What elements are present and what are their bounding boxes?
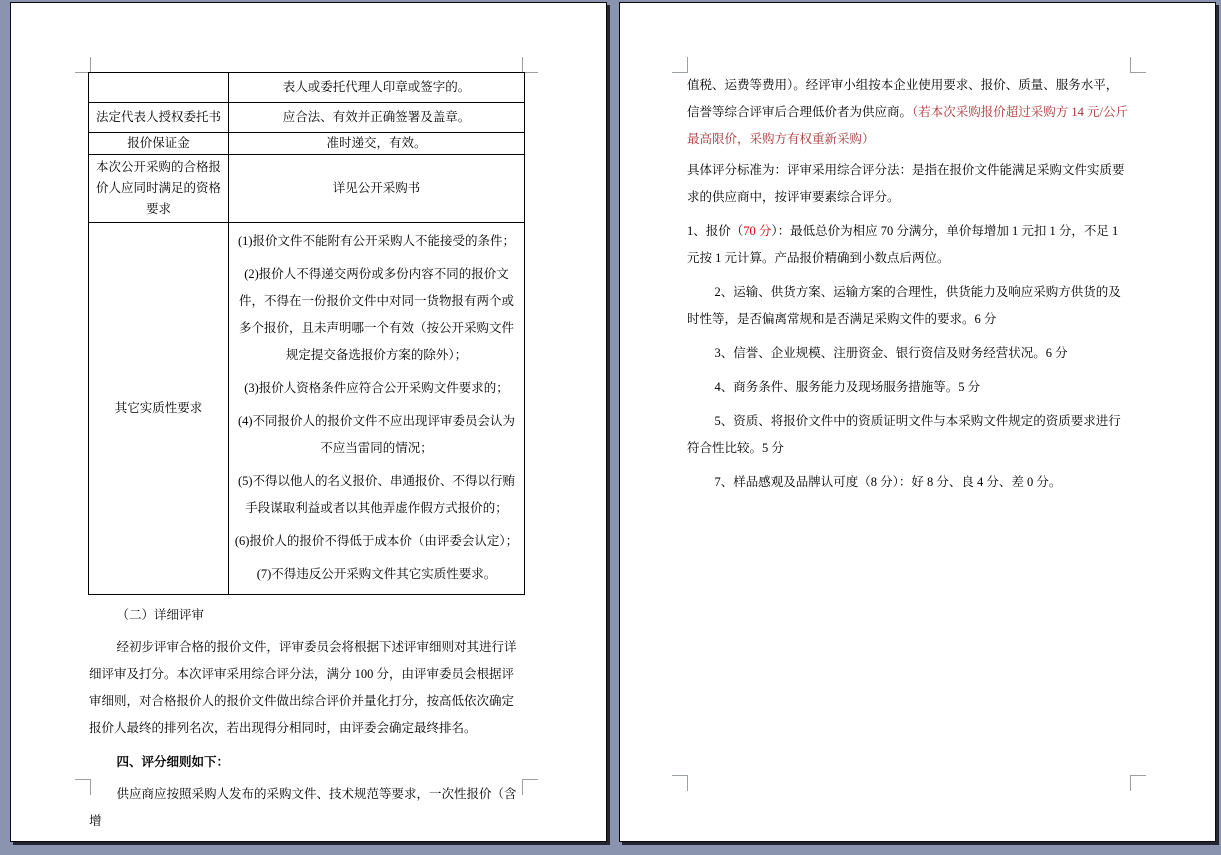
table-cell-value: 准时递交，有效。 [229, 133, 525, 155]
table-cell-value: 表人或委托代理人印章或签字的。 [229, 73, 525, 103]
margin-mark-icon [522, 779, 538, 795]
table-row [89, 133, 525, 155]
paragraph-supplier-quote: 供应商应按照采购人发布的采购文件、技术规范等要求，一次性报价（含增 [89, 787, 517, 828]
table-row [89, 155, 525, 223]
table-cell-label: 报价保证金 [89, 133, 229, 155]
section-heading-scoring-rules: 四、评分细则如下： [116, 755, 230, 769]
page-left[interactable] [10, 2, 607, 842]
requirement-item: (2)报价人不得递交两份或多份内容不同的报价文件，不得在一份报价文件中对同一货物报有两个或多个报价，且未声明哪一个有效（按公开采购文件规定提交备选报价方案的除外）； [238, 267, 514, 362]
margin-mark-icon [1130, 775, 1146, 791]
margin-mark-icon [1130, 57, 1146, 73]
page-right-content [687, 72, 1130, 500]
table-cell-value: 应合法、有效并正确签署及盖章。 [229, 103, 525, 133]
table-cell-label: 其它实质性要求 [89, 223, 229, 595]
scoring-item-reputation: 3、信誉、企业规模、注册资金、银行资信及财务经营状况。6 分 [714, 346, 1068, 360]
scoring-item-transport: 2、运输、供货方案、运输方案的合理性，供货能力及响应采购方供货的及时性等，是否偏离常规和是否满足采购文件的要求。6 分 [687, 285, 1121, 326]
paragraph-scoring-standard: 具体评分标准为：评审采用综合评分法：是指在报价文件能满足采购文件实质要求的供应商中，按评审要素综合评分。 [687, 163, 1125, 204]
table-cell-label [89, 73, 229, 103]
table-row [89, 223, 525, 595]
margin-mark-icon [75, 57, 91, 73]
section-heading-detail-review: （二）详细评审 [116, 608, 205, 622]
margin-mark-icon [522, 57, 538, 73]
paragraph-text: 值税、运费等费用）。经评审小组按本企业使用要求、报价、质量、服务水平，信誉等综合评审后合理低价者为供应商。 [687, 78, 1119, 119]
requirement-item: (4)不同报价人的报价文件不应出现评审委员会认为不应当雷同的情况； [237, 414, 516, 455]
price-score-red: 70 分 [743, 224, 772, 238]
requirement-item: (1)报价文件不能附有公开采购人不能接受的条件； [237, 234, 516, 248]
table-cell-label: 本次公开采购的合格报价人应同时满足的资格要求 [89, 155, 229, 223]
scoring-item-sample: 7、样品感观及品牌认可度（8 分）：好 8 分、良 4 分、差 0 分。 [714, 475, 1062, 489]
scoring-item-price [687, 218, 1130, 272]
margin-mark-icon [672, 57, 688, 73]
page-left-content [89, 72, 523, 840]
table-row [89, 73, 525, 103]
requirement-item: (6)报价人的报价不得低于成本价（由评委会认定）； [234, 534, 519, 548]
requirement-item: (5)不得以他人的名义报价、串通报价、不得以行贿手段谋取利益或者以其他弄虚作假方式报价的； [237, 474, 516, 515]
scoring-item-qualification: 5、资质、将报价文件中的资质证明文件与本采购文件规定的资质要求进行符合性比较。5 分 [687, 414, 1121, 455]
scoring-item-commercial: 4、商务条件、服务能力及现场服务措施等。5 分 [714, 380, 981, 394]
table-cell-value: 详见公开采购书 [229, 155, 525, 223]
table-cell-requirements [229, 223, 525, 595]
requirement-item: (7)不得违反公开采购文件其它实质性要求。 [256, 567, 497, 581]
requirements-table [88, 72, 525, 595]
paragraph-detail-review: 经初步评审合格的报价文件，评审委员会将根据下述评审细则对其进行详细评审及打分。本次评审采用综合评分法，满分 100 分，由评审委员会根据评审细则，对合格报价人的报价文件做出综合评价并量化打分，按高低依次确定报价人最终的排列名次，若出现得分相同时，由评委会确定最终排名。 [89, 640, 517, 735]
page-right[interactable] [619, 2, 1216, 842]
table-cell-label: 法定代表人授权委托书 [89, 103, 229, 133]
requirement-item: (3)报价人资格条件应符合公开采购文件要求的； [244, 381, 509, 395]
item-text: 1、报价（ [687, 224, 744, 238]
paragraph-evaluation-continuation [687, 72, 1130, 153]
price-cap-note-red: （若本次采购报价超过采购方 14 元/公斤最高限价，采购方有权重新采购） [687, 105, 1128, 146]
item-text: ）：最低总价为相应 70 分满分，单价每增加 1 元扣 1 分，不足 1 元按 1 元计算。产品报价精确到小数点后两位。 [687, 224, 1119, 265]
table-row [89, 103, 525, 133]
margin-mark-icon [672, 775, 688, 791]
